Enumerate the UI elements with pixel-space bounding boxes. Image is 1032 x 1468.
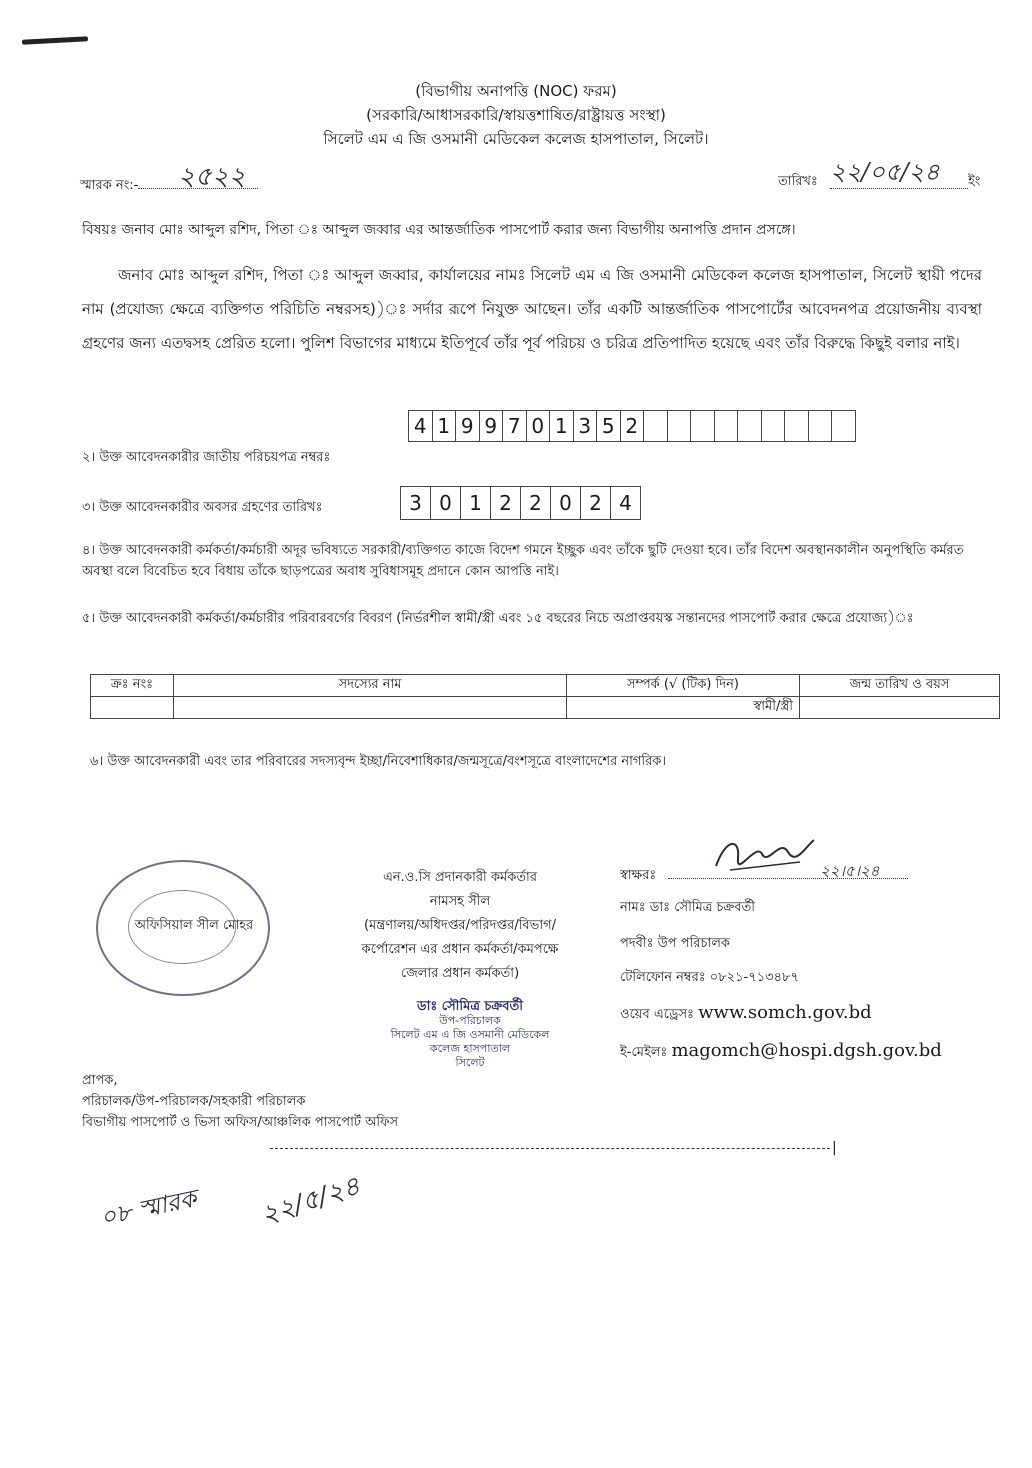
family-table-header — [91, 675, 1000, 697]
signature-label: স্বাক্ষরঃ — [620, 868, 657, 883]
institution-name: সিলেট এম এ জি ওসমানী মেডিকেল কলেজ হাসপাতাল, সিলেট। — [323, 130, 709, 148]
recipient-block — [82, 1070, 398, 1133]
nid-digit-box: 9 — [480, 411, 504, 441]
form-title: (বিভাগীয় অনাপত্তি (NOC) ফরম) — [415, 82, 617, 100]
dashed-divider — [270, 1148, 830, 1149]
org-type: (সরকারি/আধাসরকারি/স্বায়ত্তশাষিত/রাষ্ট্রায়ত্ত সংস্থা) — [366, 106, 666, 124]
retirement-digit-box: 0 — [551, 487, 581, 519]
signature-date: ২২।৫।২৪ — [820, 862, 880, 880]
table-row — [91, 697, 1000, 719]
retirement-digit-box: 0 — [431, 487, 461, 519]
stamp-org-line: সিলেট এম এ জি ওসমানী মেডিকেল — [390, 1028, 550, 1041]
col-name: সদস্যের নাম — [174, 675, 567, 697]
retirement-digit-box: 4 — [619, 491, 632, 515]
stamp-city: সিলেট — [455, 1056, 485, 1069]
item-5: ৫। উক্ত আবেদনকারী কর্মকর্তা/কর্মচারীর পরিবারবর্গের বিবরণ (নির্ভরশীল স্বামী/স্ত্রী এবং ১৫ বছরের নিচে অপ্রাপ্তবয়স্ক সন্তানদের পাসপোর্ট করার ক্ষেত্রে প্রযোজ্য)ঃ — [82, 611, 914, 626]
retirement-digit-box: 2 — [521, 487, 551, 519]
date-label: তারিখঃ — [778, 174, 818, 189]
memo-label: স্মারক নং:- — [80, 176, 258, 197]
nid-digit-box: 1 — [550, 411, 574, 441]
nid-digit-box — [785, 411, 809, 441]
officer-name: নামঃ ডাঃ সৌমিত্র চক্রবর্তী — [620, 900, 756, 915]
nid-digit-box — [738, 411, 762, 441]
stamp-name: ডাঃ সৌমিত্র চক্রবর্তী — [417, 999, 523, 1014]
retirement-digit-box: 3 — [401, 487, 431, 519]
seal-label: অফিসিয়াল সীল মোহর — [134, 918, 254, 933]
handwritten-note-right: ২২/৫/২৪ — [257, 1171, 364, 1232]
subject-line: বিষয়ঃ জনাব মোঃ আব্দুল রশিদ, পিতা ঃ আব্দুল জব্বার এর আন্তর্জাতিক পাসপোর্ট করার জন্য বিভাগীয় অনাপত্তি প্রদান প্রসঙ্গে। — [82, 222, 796, 238]
cell-name — [174, 697, 567, 719]
nid-digit-box: 4 — [409, 411, 433, 441]
cell-serial — [91, 697, 174, 719]
officer-block-line: (মন্ত্রণালয়/অধিদপ্তর/পরিদপ্তর/বিভাগ/ — [363, 918, 557, 933]
nid-digit-box: 2 — [621, 411, 645, 441]
officer-block-line: জেলার প্রধান কর্মকর্তা) — [400, 966, 520, 981]
pen-mark — [22, 36, 88, 44]
nid-digit-box: 9 — [456, 411, 480, 441]
nid-digit-box: 5 — [597, 411, 621, 441]
stamp-org-line: কলেজ হাসপাতাল — [429, 1042, 511, 1055]
officer-email: ই-মেইলঃ magomch@hospi.dgsh.gov.bd — [620, 1040, 942, 1061]
nid-digit-box — [832, 411, 855, 441]
handwritten-signature — [710, 832, 820, 876]
date-dots — [830, 188, 968, 189]
body-paragraph: জনাব মোঃ আব্দুল রশিদ, পিতা ঃ আব্দুল জব্বার, কার্যালয়ের নামঃ সিলেট এম এ জি ওসমানী মেডিকেল কলেজ হাসপাতাল, সিলেট স্থায়ী পদের নাম (প্রযোজ্য ক্ষেত্রে ব্যক্তিগত পরিচিতি নম্বরসহ))ঃ সর্দার রূপে নিযুক্ত আছেন। তাঁর একটি আন্তর্জাতিক পাসপোর্টের আবেদনপত্র প্রয়োজনীয় ব্যবস্থা গ্রহণের জন্য এতদ্বসহ প্রেরিত হলো। পুলিশ বিভাগের মাধ্যমে ইতিপূর্বে তাঁর পূর্ব পরিচয় ও চরিত্র প্রতিপাদিত হয়েছে এবং তাঁর বিরুদ্ধে কিছুই বলার নাই। — [82, 266, 982, 352]
item-4: ৪। উক্ত আবেদনকারী কর্মকর্তা/কর্মচারী অদূর ভবিষ্যতে সরকারী/ব্যক্তিগত কাজে বিদেশ গমনে ইচ্ছুক এবং তাঁকে ছুটি দেওয়া হবে। তাঁর বিদেশ অবস্থানকালীন অনুপস্থিতি কর্মরত অবস্থা বলে বিবেচিত হবে বিধায় তাঁকে ছাড়পত্রের অবাধ সুবিধাসমূহ প্রদানে কোন আপত্তি নাই। — [82, 543, 964, 579]
officer-block-line: কর্পোরেশন এর প্রধান কর্মকর্তা/কমপক্ষে — [361, 942, 559, 957]
officer-designation: পদবীঃ উপ পরিচালক — [620, 936, 731, 951]
cell-relation: স্বামী/স্ত্রী — [567, 697, 800, 719]
col-relation: সম্পর্ক (√ (টিক) দিন) — [567, 675, 800, 697]
date-value: ২২/০৫/২৪ — [830, 158, 940, 186]
nid-digit-box: 0 — [527, 411, 551, 441]
officer-website: ওয়েব এড্রেসঃ www.somch.gov.bd — [620, 1002, 872, 1023]
col-dob-age: জন্ম তারিখ ও বয়স — [800, 675, 1000, 697]
retirement-digit-box: 2 — [491, 487, 521, 519]
retirement-label: ৩। উক্ত আবেদনকারীর অবসর গ্রহণের তারিখঃ — [82, 500, 323, 515]
nid-digit-box — [809, 411, 833, 441]
handwritten-note-left: ০৮ স্মারক — [97, 1184, 199, 1232]
officer-block-line: নামসহ সীল — [429, 894, 491, 909]
noc-officer-block — [330, 866, 590, 986]
website-value[interactable]: www.somch.gov.bd — [698, 1002, 872, 1023]
recipient-line: বিভাগীয় পাসপোর্ট ও ভিসা অফিস/আঞ্চলিক পাসপোর্ট অফিস — [82, 1115, 399, 1130]
divider-end: | — [832, 1140, 837, 1156]
nid-digit-box — [715, 411, 739, 441]
retirement-digit-box: 2 — [581, 487, 611, 519]
officer-phone: টেলিফোন নম্বরঃ ০৮২১-৭১৩৪৮৭ — [620, 970, 799, 985]
col-serial: ক্রঃ নংঃ — [91, 675, 174, 697]
retirement-digit-boxes — [400, 486, 641, 520]
nid-digit-box — [644, 411, 668, 441]
nid-digit-box: 1 — [433, 411, 457, 441]
nid-digit-box — [762, 411, 786, 441]
family-table — [90, 674, 1000, 719]
cell-dob-age — [800, 697, 1000, 719]
officer-stamp — [350, 1000, 590, 1070]
email-value[interactable]: magomch@hospi.dgsh.gov.bd — [671, 1040, 942, 1061]
stamp-designation: উপ-পরিচালক — [439, 1014, 501, 1027]
officer-block-line: এন.ও.সি প্রদানকারী কর্মকর্তার — [383, 870, 537, 885]
date-suffix: ইং — [968, 174, 981, 189]
nid-digit-box: 3 — [574, 411, 598, 441]
memo-number: ২৫২২ — [178, 162, 246, 192]
nid-digit-box: 7 — [503, 411, 527, 441]
nid-digit-box — [691, 411, 715, 441]
nid-digit-box — [668, 411, 692, 441]
recipient-heading: প্রাপক, — [82, 1073, 118, 1088]
recipient-line: পরিচালক/উপ-পরিচালক/সহকারী পরিচালক — [82, 1094, 306, 1109]
item-6: ৬। উক্ত আবেদনকারী এবং তার পরিবারের সদস্যবৃন্দ ইচ্ছা/নিবেশাধিকার/জন্মসূত্রে/বংশসূত্রে বাংলাদেশের নাগরিক। — [90, 754, 667, 769]
retirement-digit-box: 1 — [461, 487, 491, 519]
nid-digit-boxes — [408, 410, 856, 442]
nid-label: ২। উক্ত আবেদনকারীর জাতীয় পরিচয়পত্র নম্বরঃ — [82, 450, 331, 465]
